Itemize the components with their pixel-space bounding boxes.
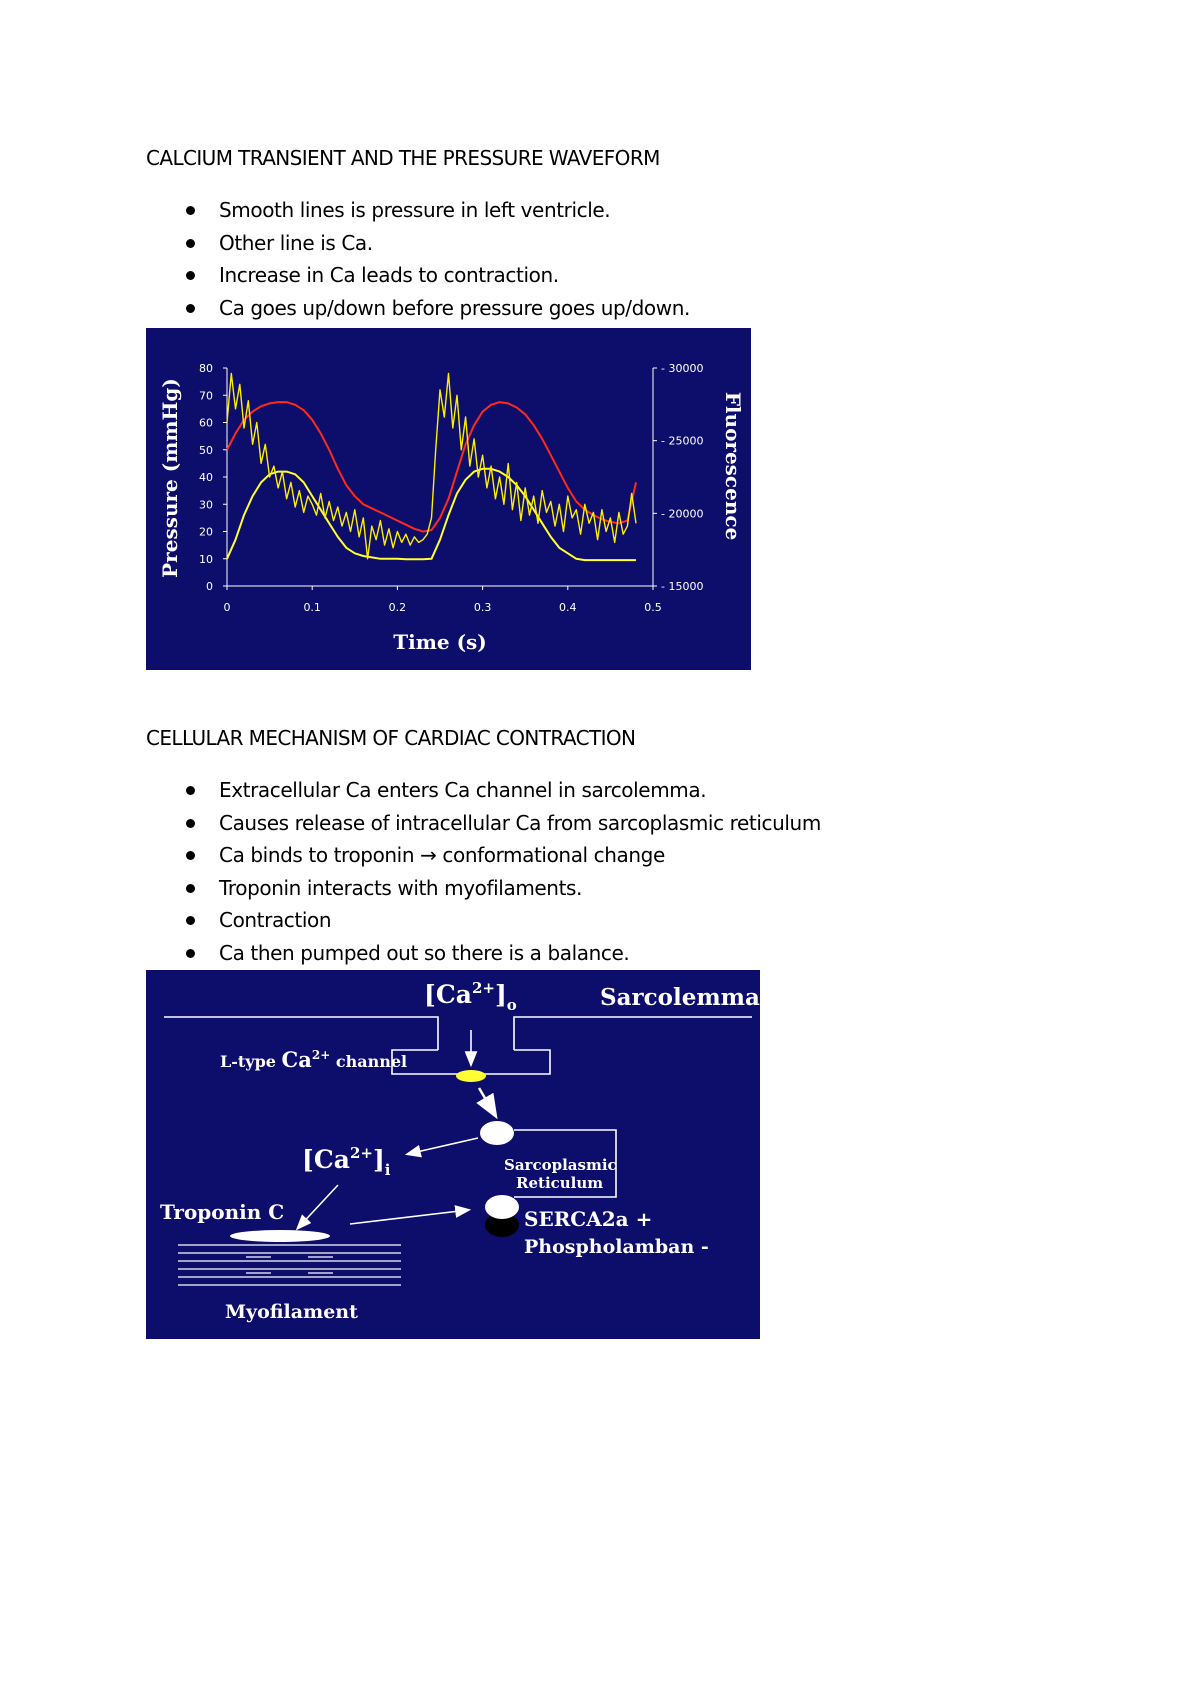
bullet-item: Contraction — [146, 904, 821, 937]
bullet-item: Smooth lines is pressure in left ventricle. — [146, 194, 690, 227]
phospholamban-label: Phospholamban - — [524, 1236, 709, 1258]
ryanodine-receptor-icon — [480, 1121, 514, 1145]
y2-axis-label: Fluorescence — [721, 391, 745, 541]
myofilament-lines-icon — [178, 1245, 401, 1285]
sarcolemma-membrane-right — [514, 1017, 752, 1050]
y-tick-label: 30 — [199, 498, 213, 512]
section-heading-cellular-mechanism: CELLULAR MECHANISM OF CARDIAC CONTRACTION — [146, 726, 636, 750]
serca2a-label: SERCA2a + — [524, 1207, 653, 1231]
reuptake-arrow — [350, 1210, 468, 1224]
x-tick-label: 0.3 — [473, 601, 492, 614]
y-tick-label: 20 — [199, 525, 213, 539]
bullet-dot-icon — [186, 916, 195, 925]
calcium-release-arrow — [408, 1138, 478, 1154]
chart-svg — [146, 328, 751, 670]
y2-tick-label: - 20000 — [661, 507, 704, 521]
y2-tick-label: - 15000 — [661, 580, 704, 593]
y2-tick-label: - 25000 — [661, 434, 704, 448]
bullet-dot-icon — [186, 304, 195, 313]
x-tick-label: 0.4 — [559, 601, 577, 614]
x-tick-label: 0.5 — [644, 601, 662, 614]
pressure-fluorescence-chart — [146, 328, 751, 670]
bullet-dot-icon — [186, 851, 195, 860]
bullet-item: Ca goes up/down before pressure goes up/down. — [146, 292, 690, 325]
trigger-arrow — [479, 1088, 495, 1115]
l-type-channel-label: L-type $Ca^{2+}$ channel — [220, 1047, 408, 1072]
y-tick-label: 0 — [206, 580, 213, 593]
y-tick-label: 80 — [199, 362, 213, 375]
y-tick-label: 50 — [199, 443, 213, 457]
x-axis-label: Time (s) — [393, 630, 487, 654]
bullet-dot-icon — [186, 819, 195, 828]
troponin-c-label: Troponin C — [160, 1200, 285, 1224]
bullet-item: Ca binds to troponin → conformational change — [146, 839, 821, 872]
troponin-binding-arrow — [298, 1185, 338, 1228]
l-type-channel-icon — [456, 1070, 486, 1082]
x-tick-label: 0.2 — [388, 601, 407, 614]
extracellular-calcium-label: $[Ca^{2+}]_o$ — [424, 979, 517, 1014]
bullet-dot-icon — [186, 271, 195, 280]
troponin-c-icon — [230, 1230, 330, 1242]
y-tick-label: 70 — [199, 389, 213, 403]
bullet-item: Causes release of intracellular Ca from sarcoplasmic reticulum — [146, 807, 821, 840]
y-axis-label: Pressure (mmHg) — [158, 378, 182, 578]
bullet-item: Troponin interacts with myofilaments. — [146, 872, 821, 905]
x-tick-label: 0 — [223, 601, 231, 614]
bullet-item: Extracellular Ca enters Ca channel in sarcolemma. — [146, 774, 821, 807]
calcium-cycle-diagram — [146, 970, 760, 1339]
y2-tick-label: - 30000 — [661, 362, 704, 375]
y-tick-label: 10 — [199, 552, 213, 566]
y-tick-label: 40 — [199, 471, 213, 484]
section-heading-calcium-transient: CALCIUM TRANSIENT AND THE PRESSURE WAVEFORM — [146, 146, 660, 170]
sr-label-line1: Sarcoplasmic — [504, 1156, 617, 1174]
sr-label-line2: Reticulum — [516, 1174, 604, 1192]
bullet-item: Ca then pumped out so there is a balance. — [146, 937, 821, 970]
bullet-item: Increase in Ca leads to contraction. — [146, 259, 690, 292]
sarcolemma-label: Sarcolemma — [600, 984, 760, 1011]
bullet-dot-icon — [186, 884, 195, 893]
bullet-item: Other line is Ca. — [146, 227, 690, 260]
y-tick-label: 60 — [199, 416, 213, 430]
bullet-dot-icon — [186, 786, 195, 795]
serca2a-pump-icon — [485, 1195, 519, 1219]
bullet-list-calcium-transient — [146, 194, 690, 324]
bullet-list-cellular-mechanism — [146, 774, 821, 969]
bullet-dot-icon — [186, 239, 195, 248]
x-tick-label: 0.1 — [303, 601, 321, 614]
myofilament-label: Myofilament — [225, 1301, 358, 1323]
bullet-dot-icon — [186, 206, 195, 215]
sarcolemma-membrane-left — [164, 1017, 438, 1050]
diagram-svg — [146, 970, 760, 1339]
intracellular-calcium-label: $[Ca^{2+}]_i$ — [302, 1144, 391, 1179]
bullet-dot-icon — [186, 949, 195, 958]
